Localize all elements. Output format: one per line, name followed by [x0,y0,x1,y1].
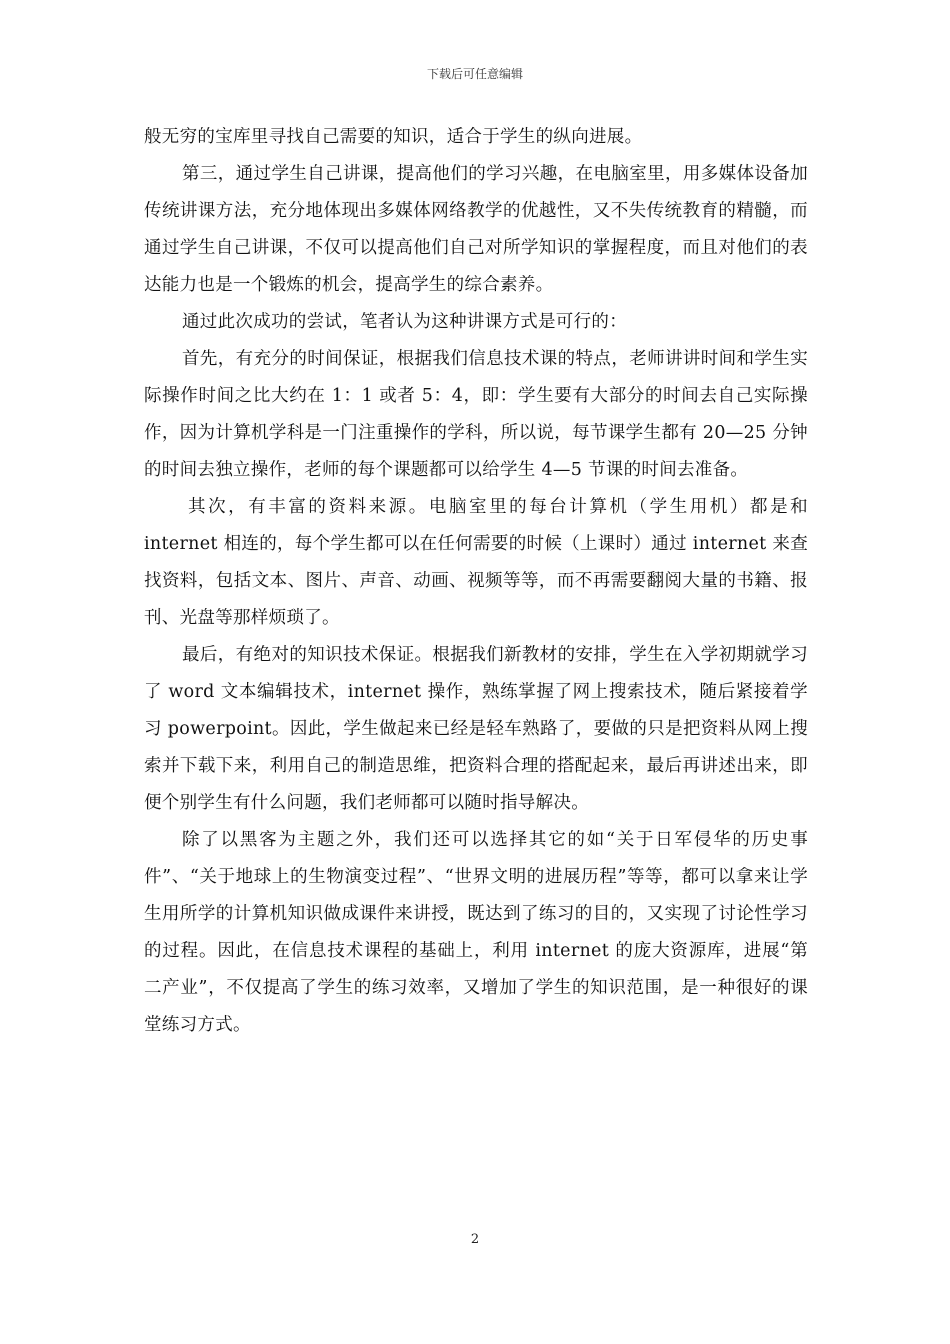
page-header: 下载后可任意编辑 [426,67,523,81]
page-number: 2 [470,1232,480,1247]
paragraph-continued: 般无穷的宝库里寻找自己需要的知识，适合于学生的纵向进展。 [144,127,643,147]
body-text [144,119,808,1044]
paragraph-third-reason: 最后，有绝对的知识技术保证。根据我们新教材的安排，学生在入学初期就学习了 word 文本编辑技术，internet 操作，熟练掌握了网上搜索技术，随后紧接着学习 powerpoint。因此，学生做起来已经是轻车熟路了，要做的只是把资料从网上搜索并下载下来，利用自己的制造思维，把资料合理的搭配起来，最后再讲述出来，即便个别学生有什么问题，我们老师都可以随时指导解决。 [144,645,808,813]
paragraph-second-reason: 其次，有丰富的资料来源。电脑室里的每台计算机（学生用机）都是和 internet 相连的，每个学生都可以在任何需要的时候（上课时）通过 internet 来查找资料，包括文本、图片、声音、动画、视频等等，而不再需要翻阅大量的书籍、报刊、光盘等那样烦琐了。 [144,497,808,628]
paragraph-conclusion-intro: 通过此次成功的尝试，笔者认为这种讲课方式是可行的： [182,312,627,332]
paragraph-first-reason: 首先，有充分的时间保证，根据我们信息技术课的特点，老师讲讲时间和学生实际操作时间之比大约在 1：1 或者 5：4，即：学生要有大部分的时间去自己实际操作，因为计算机学科是一门注重操作的学科，所以说，每节课学生都有 20—25 分钟的时间去独立操作，老师的每个课题都可以给学生 4—5 节课的时间去准备。 [144,349,808,480]
paragraph-summary: 除了以黑客为主题之外，我们还可以选择其它的如“关于日军侵华的历史事件”、“关于地球上的生物演变过程”、“世界文明的进展历程”等等，都可以拿来让学生用所学的计算机知识做成课件来讲授，既达到了练习的目的，又实现了讨论性学习的过程。因此，在信息技术课程的基础上，利用 internet 的庞大资源库，进展“第二产业”，不仅提高了学生的练习效率，又增加了学生的知识范围，是一种很好的课堂练习方式。 [144,830,808,1035]
paragraph-third-point: 第三，通过学生自己讲课，提高他们的学习兴趣，在电脑室里，用多媒体设备加传统讲课方法，充分地体现出多媒体网络教学的优越性，又不失传统教育的精髓，而通过学生自己讲课，不仅可以提高他们自己对所学知识的掌握程度，而且对他们的表达能力也是一个锻炼的机会，提高学生的综合素养。 [144,164,808,295]
